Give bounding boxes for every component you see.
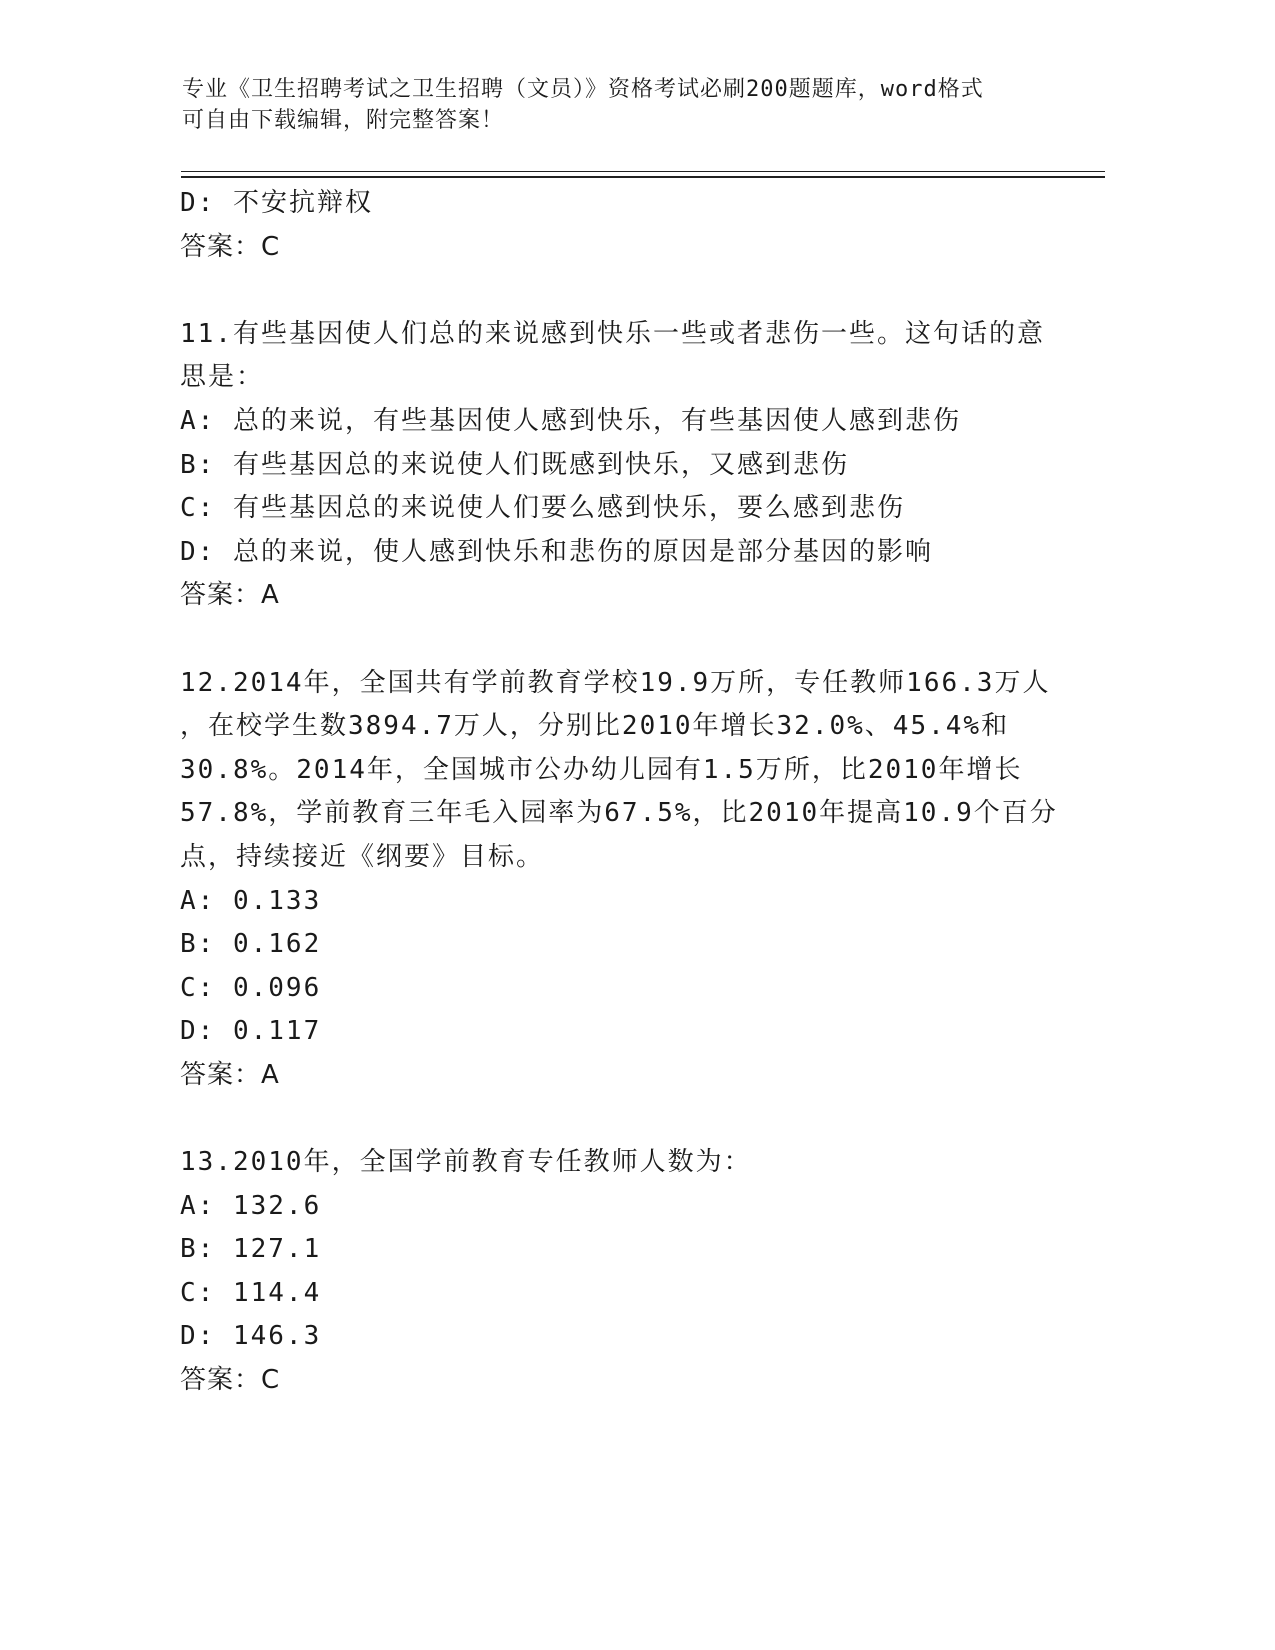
option-d: D: 0.117 xyxy=(180,1016,322,1047)
header-divider-thick xyxy=(181,176,1105,178)
document-header xyxy=(182,74,1042,136)
question-stem-continued: 57.8%，学前教育三年毛入园率为67.5%，比2010年提高10.9个百分 xyxy=(180,798,1058,829)
option-c: C: 有些基因总的来说使人们要么感到快乐，要么感到悲伤 xyxy=(180,493,905,524)
option-a: A: 0.133 xyxy=(180,885,322,916)
option-a: A: 总的来说，有些基因使人感到快乐，有些基因使人感到悲伤 xyxy=(180,405,961,436)
question-content xyxy=(180,182,1058,1403)
option-a: A: 132.6 xyxy=(180,1190,322,1221)
question-12 xyxy=(180,662,1058,1098)
answer-line: 答案：A xyxy=(180,1059,280,1090)
spacer xyxy=(180,269,1040,313)
answer-line: 答案：C xyxy=(180,231,281,262)
option-d: D: 146.3 xyxy=(180,1321,322,1352)
question-stem: 12.2014年，全国共有学前教育学校19.9万所，专任教师166.3万人 xyxy=(180,667,1051,698)
option-d: D: 总的来说，使人感到快乐和悲伤的原因是部分基因的影响 xyxy=(180,536,933,567)
spacer xyxy=(180,1097,1040,1141)
option-b: B: 127.1 xyxy=(180,1234,322,1265)
spacer xyxy=(180,618,1040,662)
question-stem-continued: 点，持续接近《纲要》目标。 xyxy=(180,841,545,872)
question-stem-continued: 30.8%。2014年，全国城市公办幼儿园有1.5万所，比2010年增长 xyxy=(180,754,1023,785)
question-11 xyxy=(180,313,1045,618)
header-title-line-2: 可自由下载编辑，附完整答案！ xyxy=(182,108,505,133)
option-c: C: 0.096 xyxy=(180,972,322,1003)
question-stem: 11.有些基因使人们总的来说感到快乐一些或者悲伤一些。这句话的意 xyxy=(180,318,1045,349)
option-c: C: 114.4 xyxy=(180,1277,322,1308)
question-stem: 13.2010年，全国学前教育专任教师人数为： xyxy=(180,1147,752,1178)
header-title-line-1: 专业《卫生招聘考试之卫生招聘（文员）》资格考试必刷200题题库，word格式 xyxy=(182,77,984,102)
option-d: D: 不安抗辩权 xyxy=(180,188,373,218)
question-stem-continued: 思是： xyxy=(180,362,265,393)
option-b: B: 0.162 xyxy=(180,929,322,960)
option-b: B: 有些基因总的来说使人们既感到快乐，又感到悲伤 xyxy=(180,449,849,480)
answer-line: 答案：C xyxy=(180,1365,281,1396)
answer-line: 答案：A xyxy=(180,580,280,611)
question-stem-continued: ，在校学生数3894.7万人，分别比2010年增长32.0%、45.4%和 xyxy=(180,711,1010,742)
question-13 xyxy=(180,1141,1040,1403)
header-divider-thin xyxy=(181,171,1105,172)
previous-question-tail xyxy=(180,182,1040,269)
